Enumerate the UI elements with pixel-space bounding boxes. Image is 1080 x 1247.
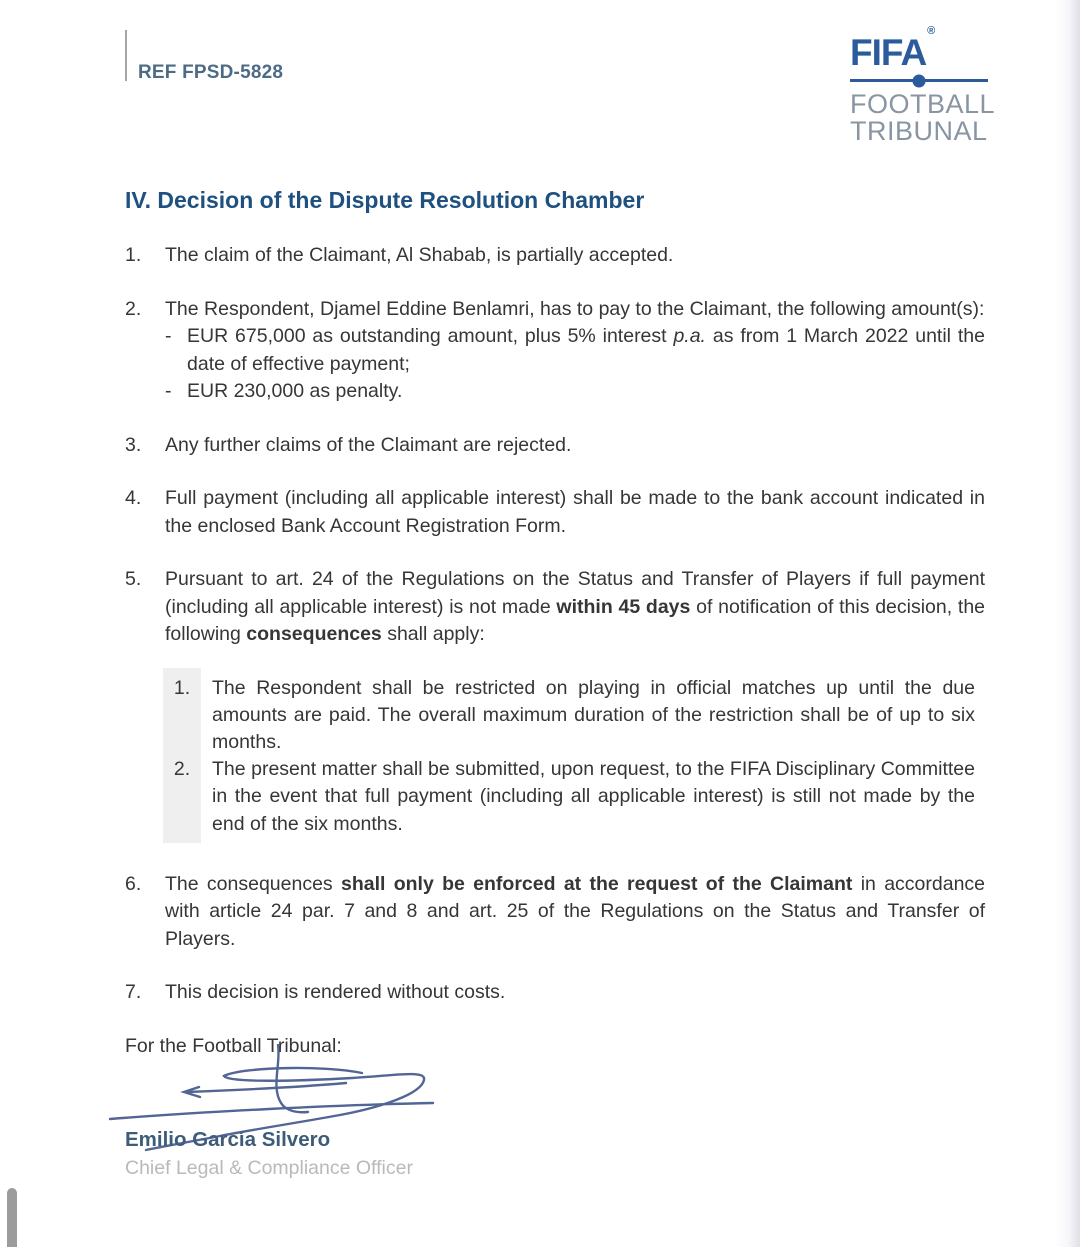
sub-item-text: The Respondent shall be restricted on playing in official matches up until the due amounts are paid. The overall maximum duration of the restriction shall be of up to six months. <box>212 676 975 753</box>
item-number: 7. <box>125 981 142 1004</box>
ref-tick-line <box>125 30 127 81</box>
decision-item-2 <box>125 296 985 406</box>
consequence-item-1 <box>163 675 975 757</box>
logo-subtitle-line1: FOOTBALL <box>850 89 996 119</box>
bullet-dash: - <box>165 325 172 347</box>
amount-bullet-2 <box>165 378 985 406</box>
sub-item-text: The present matter shall be submitted, upon request, to the FIFA Disciplinary Committee in the event that full payment (including all applicable interest) is still not made by the end of the six months. <box>212 758 975 835</box>
fifa-logo <box>850 24 996 146</box>
item-text: Any further claims of the Claimant are rejected. <box>165 433 572 456</box>
sub-item-number: 1. <box>173 676 191 699</box>
signatory-name: Emilio García Silvero <box>125 1128 331 1152</box>
item-text: The claim of the Claimant, Al Shabab, is partially accepted. <box>165 244 674 266</box>
decision-item-7 <box>125 979 985 1007</box>
decision-item-6 <box>125 871 985 954</box>
item-text: The consequences shall only be enforced at the request of the Claimant in accordance with article 24 par. 7 and 8 and art. 25 of the Regulations on the Status and Transfer of Players. <box>165 872 986 950</box>
reference-number: REF FPSD-5828 <box>138 62 284 83</box>
consequences-sublist <box>163 668 975 843</box>
item-number: 2. <box>125 297 142 320</box>
sub-item-number: 2. <box>173 758 191 781</box>
signature-image <box>100 1037 460 1152</box>
registered-trademark-mark: ® <box>927 24 936 37</box>
bullet-text: EUR 675,000 as outstanding amount, plus 5% interest p.a. as from 1 March 2022 until the date of effective payment; <box>187 325 985 375</box>
item-number: 6. <box>125 872 142 895</box>
item-text: The Respondent, Djamel Eddine Benlamri, has to pay to the Claimant, the following amount(s): <box>165 297 985 320</box>
signatory-title: Chief Legal & Compliance Officer <box>125 1157 413 1180</box>
decision-item-4 <box>125 485 985 540</box>
decision-item-5 <box>125 566 985 843</box>
item-number: 1. <box>125 244 142 266</box>
logo-subtitle-line2: TRIBUNAL <box>850 116 988 146</box>
scrollbar-thumb[interactable] <box>7 1188 17 1247</box>
decision-item-3 <box>125 432 985 460</box>
item-text: This decision is rendered without costs. <box>165 981 506 1004</box>
item-number: 3. <box>125 433 142 456</box>
fifa-logo-dot <box>913 74 926 87</box>
fifa-wordmark-text: FIFA <box>850 32 927 73</box>
decision-item-1 <box>125 242 985 270</box>
item-number: 5. <box>125 568 142 590</box>
bullet-text: EUR 230,000 as penalty. <box>187 380 403 402</box>
bullet-dash: - <box>165 380 172 402</box>
item-number: 4. <box>125 487 142 509</box>
section-title: IV. Decision of the Dispute Resolution Chamber <box>125 187 645 213</box>
item-text: Pursuant to art. 24 of the Regulations on the Status and Transfer of Players if full payment (including all applicable interest) is not made within 45 days of notification of this decision, the following consequences shall apply: <box>165 568 986 645</box>
page-right-edge <box>1054 0 1080 1247</box>
consequence-item-2 <box>163 756 975 838</box>
item-text: Full payment (including all applicable interest) shall be made to the bank account indicated in the enclosed Bank Account Registration Form. <box>165 487 985 537</box>
for-tribunal-line: For the Football Tribunal: <box>125 1034 342 1057</box>
decision-body <box>125 186 985 1180</box>
football-tribunal-wordmark <box>850 89 996 146</box>
fifa-wordmark <box>850 24 990 73</box>
amount-bullet-1 <box>165 323 985 378</box>
fifa-logo-divider <box>850 79 988 82</box>
